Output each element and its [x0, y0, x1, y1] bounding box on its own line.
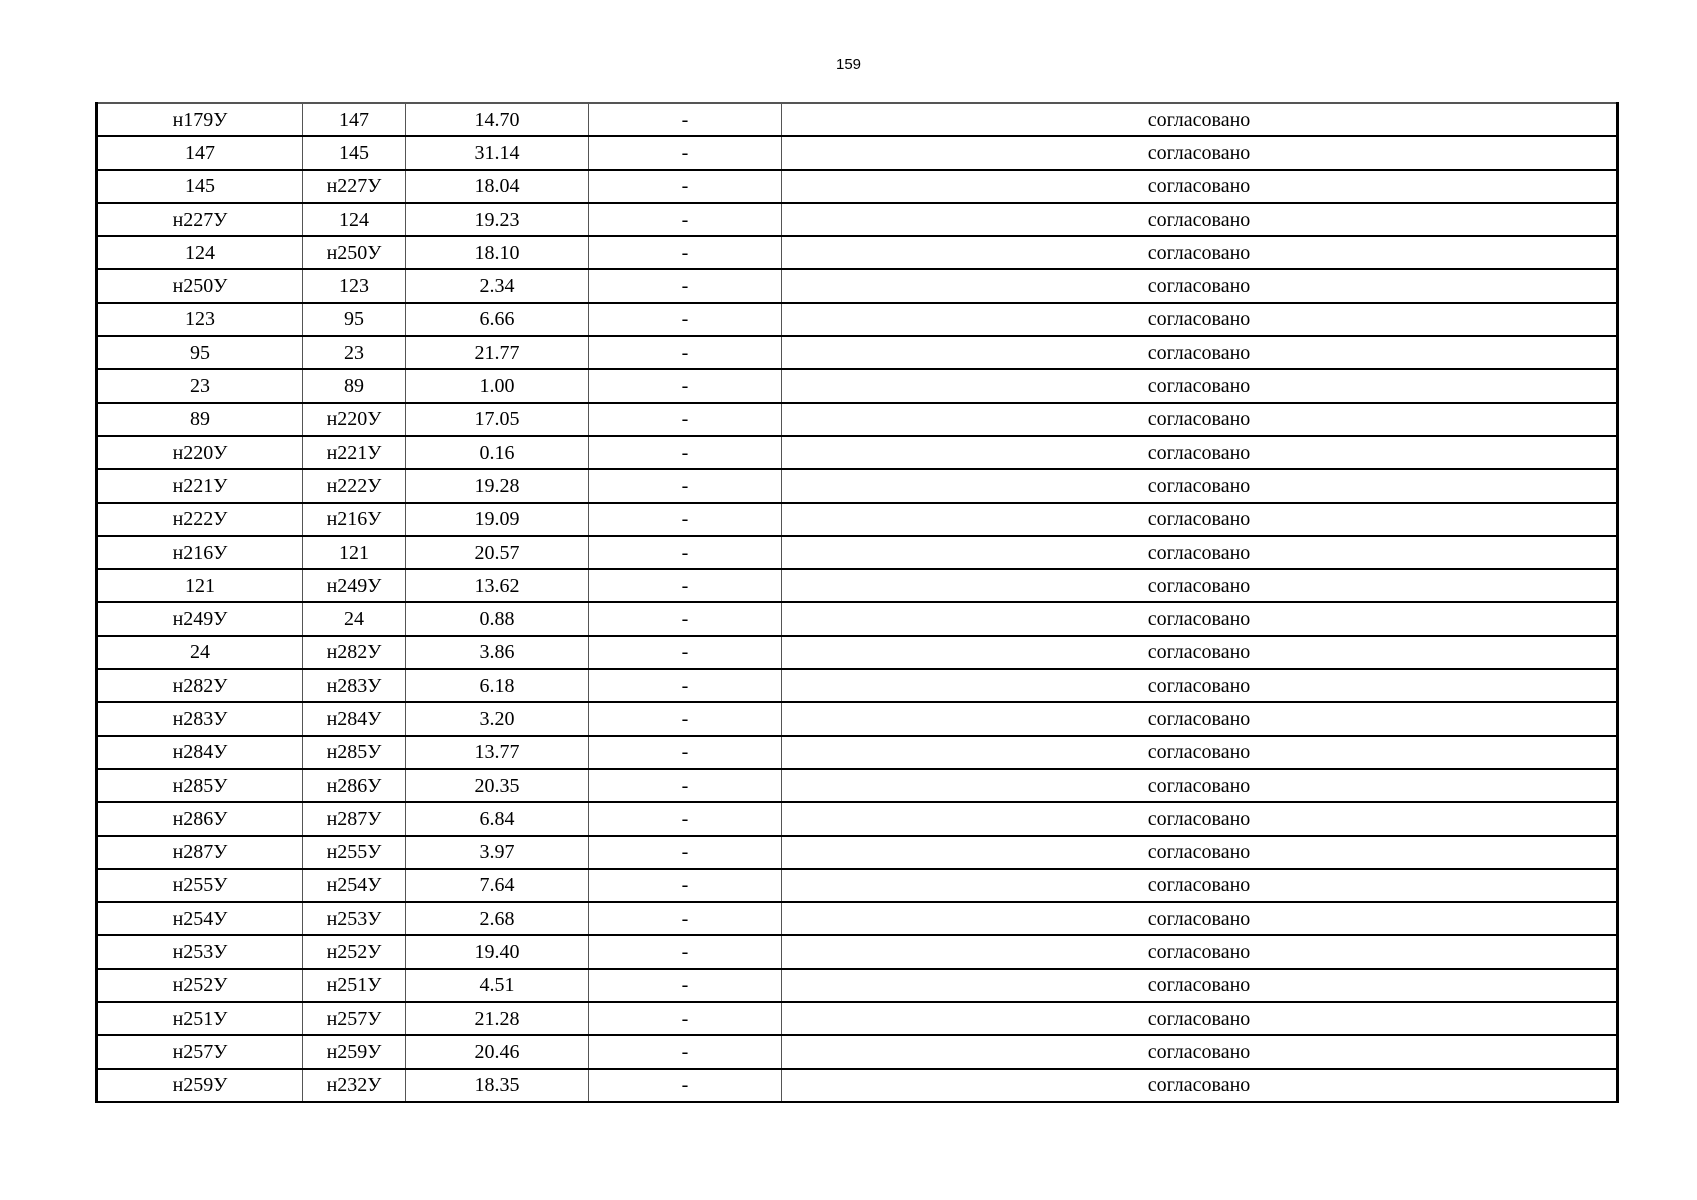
length-cell: 21.77 — [406, 336, 589, 369]
table-row — [97, 869, 1618, 902]
status-cell: согласовано — [782, 802, 1618, 835]
table-row — [97, 1035, 1618, 1068]
to-point-cell: 23 — [303, 336, 406, 369]
to-point-cell: 89 — [303, 369, 406, 402]
from-point-cell: н221У — [97, 469, 303, 502]
length-cell: 0.88 — [406, 602, 589, 635]
dash-cell: - — [589, 569, 782, 602]
from-point-cell: н286У — [97, 802, 303, 835]
length-cell: 19.09 — [406, 503, 589, 536]
status-cell: согласовано — [782, 236, 1618, 269]
table-row — [97, 170, 1618, 203]
status-cell: согласовано — [782, 203, 1618, 236]
from-point-cell: 95 — [97, 336, 303, 369]
status-cell: согласовано — [782, 103, 1618, 136]
to-point-cell: 147 — [303, 103, 406, 136]
from-point-cell: н249У — [97, 602, 303, 635]
from-point-cell: н179У — [97, 103, 303, 136]
table-row — [97, 369, 1618, 402]
to-point-cell: н249У — [303, 569, 406, 602]
table-row — [97, 769, 1618, 802]
to-point-cell: 123 — [303, 269, 406, 302]
status-cell: согласовано — [782, 669, 1618, 702]
to-point-cell: н222У — [303, 469, 406, 502]
dash-cell: - — [589, 536, 782, 569]
from-point-cell: н259У — [97, 1069, 303, 1102]
dash-cell: - — [589, 602, 782, 635]
dash-cell: - — [589, 935, 782, 968]
from-point-cell: н283У — [97, 702, 303, 735]
table-row — [97, 836, 1618, 869]
length-cell: 18.04 — [406, 170, 589, 203]
table-row — [97, 269, 1618, 302]
from-point-cell: н251У — [97, 1002, 303, 1035]
table-row — [97, 569, 1618, 602]
status-cell: согласовано — [782, 336, 1618, 369]
to-point-cell: н216У — [303, 503, 406, 536]
status-cell: согласовано — [782, 1035, 1618, 1068]
length-cell: 0.16 — [406, 436, 589, 469]
to-point-cell: н259У — [303, 1035, 406, 1068]
table-row — [97, 503, 1618, 536]
length-cell: 3.86 — [406, 636, 589, 669]
dash-cell: - — [589, 669, 782, 702]
from-point-cell: 23 — [97, 369, 303, 402]
to-point-cell: н227У — [303, 170, 406, 203]
from-point-cell: 24 — [97, 636, 303, 669]
dash-cell: - — [589, 403, 782, 436]
status-cell: согласовано — [782, 1002, 1618, 1035]
length-cell: 20.57 — [406, 536, 589, 569]
table-row — [97, 403, 1618, 436]
dash-cell: - — [589, 969, 782, 1002]
from-point-cell: 145 — [97, 170, 303, 203]
to-point-cell: н252У — [303, 935, 406, 968]
length-cell: 2.34 — [406, 269, 589, 302]
length-cell: 18.35 — [406, 1069, 589, 1102]
to-point-cell: н255У — [303, 836, 406, 869]
from-point-cell: н254У — [97, 902, 303, 935]
status-cell: согласовано — [782, 736, 1618, 769]
table-row — [97, 103, 1618, 136]
status-cell: согласовано — [782, 636, 1618, 669]
table-row — [97, 935, 1618, 968]
from-point-cell: 124 — [97, 236, 303, 269]
to-point-cell: н287У — [303, 802, 406, 835]
length-cell: 21.28 — [406, 1002, 589, 1035]
table-row — [97, 636, 1618, 669]
from-point-cell: н285У — [97, 769, 303, 802]
table-row — [97, 203, 1618, 236]
to-point-cell: н251У — [303, 969, 406, 1002]
length-cell: 31.14 — [406, 136, 589, 169]
dash-cell: - — [589, 136, 782, 169]
dash-cell: - — [589, 802, 782, 835]
table-row — [97, 802, 1618, 835]
to-point-cell: н221У — [303, 436, 406, 469]
table-row — [97, 602, 1618, 635]
length-cell: 13.77 — [406, 736, 589, 769]
page-number: 159 — [835, 56, 862, 73]
from-point-cell: н284У — [97, 736, 303, 769]
to-point-cell: н253У — [303, 902, 406, 935]
to-point-cell: 24 — [303, 602, 406, 635]
to-point-cell: н257У — [303, 1002, 406, 1035]
from-point-cell: н287У — [97, 836, 303, 869]
to-point-cell: 95 — [303, 303, 406, 336]
length-cell: 17.05 — [406, 403, 589, 436]
length-cell: 20.35 — [406, 769, 589, 802]
table-row — [97, 236, 1618, 269]
table-row — [97, 303, 1618, 336]
dash-cell: - — [589, 269, 782, 302]
table-body — [97, 103, 1618, 1102]
from-point-cell: н282У — [97, 669, 303, 702]
dash-cell: - — [589, 369, 782, 402]
from-point-cell: н227У — [97, 203, 303, 236]
status-cell: согласовано — [782, 702, 1618, 735]
from-point-cell: 123 — [97, 303, 303, 336]
table-row — [97, 136, 1618, 169]
length-cell: 13.62 — [406, 569, 589, 602]
status-cell: согласовано — [782, 602, 1618, 635]
from-point-cell: 147 — [97, 136, 303, 169]
from-point-cell: н257У — [97, 1035, 303, 1068]
length-cell: 2.68 — [406, 902, 589, 935]
length-cell: 19.28 — [406, 469, 589, 502]
length-cell: 7.64 — [406, 869, 589, 902]
dash-cell: - — [589, 336, 782, 369]
dash-cell: - — [589, 636, 782, 669]
length-cell: 14.70 — [406, 103, 589, 136]
to-point-cell: н284У — [303, 702, 406, 735]
length-cell: 20.46 — [406, 1035, 589, 1068]
status-cell: согласовано — [782, 935, 1618, 968]
from-point-cell: 89 — [97, 403, 303, 436]
dash-cell: - — [589, 736, 782, 769]
to-point-cell: н282У — [303, 636, 406, 669]
table-row — [97, 436, 1618, 469]
status-cell: согласовано — [782, 869, 1618, 902]
to-point-cell: н254У — [303, 869, 406, 902]
length-cell: 4.51 — [406, 969, 589, 1002]
status-cell: согласовано — [782, 303, 1618, 336]
table-row — [97, 1069, 1618, 1102]
status-cell: согласовано — [782, 902, 1618, 935]
table-row — [97, 336, 1618, 369]
length-cell: 6.18 — [406, 669, 589, 702]
dash-cell: - — [589, 869, 782, 902]
dash-cell: - — [589, 436, 782, 469]
status-cell: согласовано — [782, 269, 1618, 302]
length-cell: 19.40 — [406, 935, 589, 968]
table-row — [97, 536, 1618, 569]
to-point-cell: 121 — [303, 536, 406, 569]
to-point-cell: н283У — [303, 669, 406, 702]
status-cell: согласовано — [782, 369, 1618, 402]
table-row — [97, 669, 1618, 702]
from-point-cell: н220У — [97, 436, 303, 469]
dash-cell: - — [589, 236, 782, 269]
dash-cell: - — [589, 702, 782, 735]
to-point-cell: н250У — [303, 236, 406, 269]
to-point-cell: н232У — [303, 1069, 406, 1102]
table-row — [97, 902, 1618, 935]
from-point-cell: 121 — [97, 569, 303, 602]
dash-cell: - — [589, 836, 782, 869]
to-point-cell: н285У — [303, 736, 406, 769]
dash-cell: - — [589, 1069, 782, 1102]
table-row — [97, 702, 1618, 735]
to-point-cell: н286У — [303, 769, 406, 802]
status-cell: согласовано — [782, 503, 1618, 536]
dash-cell: - — [589, 170, 782, 203]
from-point-cell: н250У — [97, 269, 303, 302]
length-cell: 19.23 — [406, 203, 589, 236]
from-point-cell: н222У — [97, 503, 303, 536]
length-cell: 1.00 — [406, 369, 589, 402]
dash-cell: - — [589, 503, 782, 536]
length-cell: 6.66 — [406, 303, 589, 336]
length-cell: 3.20 — [406, 702, 589, 735]
status-cell: согласовано — [782, 969, 1618, 1002]
boundary-table — [95, 102, 1619, 1103]
dash-cell: - — [589, 303, 782, 336]
table-row — [97, 969, 1618, 1002]
status-cell: согласовано — [782, 403, 1618, 436]
length-cell: 3.97 — [406, 836, 589, 869]
to-point-cell: 145 — [303, 136, 406, 169]
dash-cell: - — [589, 103, 782, 136]
status-cell: согласовано — [782, 1069, 1618, 1102]
table-row — [97, 469, 1618, 502]
dash-cell: - — [589, 769, 782, 802]
table-row — [97, 1002, 1618, 1035]
status-cell: согласовано — [782, 436, 1618, 469]
from-point-cell: н255У — [97, 869, 303, 902]
status-cell: согласовано — [782, 569, 1618, 602]
status-cell: согласовано — [782, 769, 1618, 802]
status-cell: согласовано — [782, 469, 1618, 502]
to-point-cell: 124 — [303, 203, 406, 236]
dash-cell: - — [589, 1035, 782, 1068]
dash-cell: - — [589, 469, 782, 502]
status-cell: согласовано — [782, 536, 1618, 569]
dash-cell: - — [589, 902, 782, 935]
dash-cell: - — [589, 203, 782, 236]
status-cell: согласовано — [782, 136, 1618, 169]
status-cell: согласовано — [782, 836, 1618, 869]
from-point-cell: н216У — [97, 536, 303, 569]
from-point-cell: н253У — [97, 935, 303, 968]
dash-cell: - — [589, 1002, 782, 1035]
length-cell: 6.84 — [406, 802, 589, 835]
table-row — [97, 736, 1618, 769]
from-point-cell: н252У — [97, 969, 303, 1002]
length-cell: 18.10 — [406, 236, 589, 269]
status-cell: согласовано — [782, 170, 1618, 203]
to-point-cell: н220У — [303, 403, 406, 436]
